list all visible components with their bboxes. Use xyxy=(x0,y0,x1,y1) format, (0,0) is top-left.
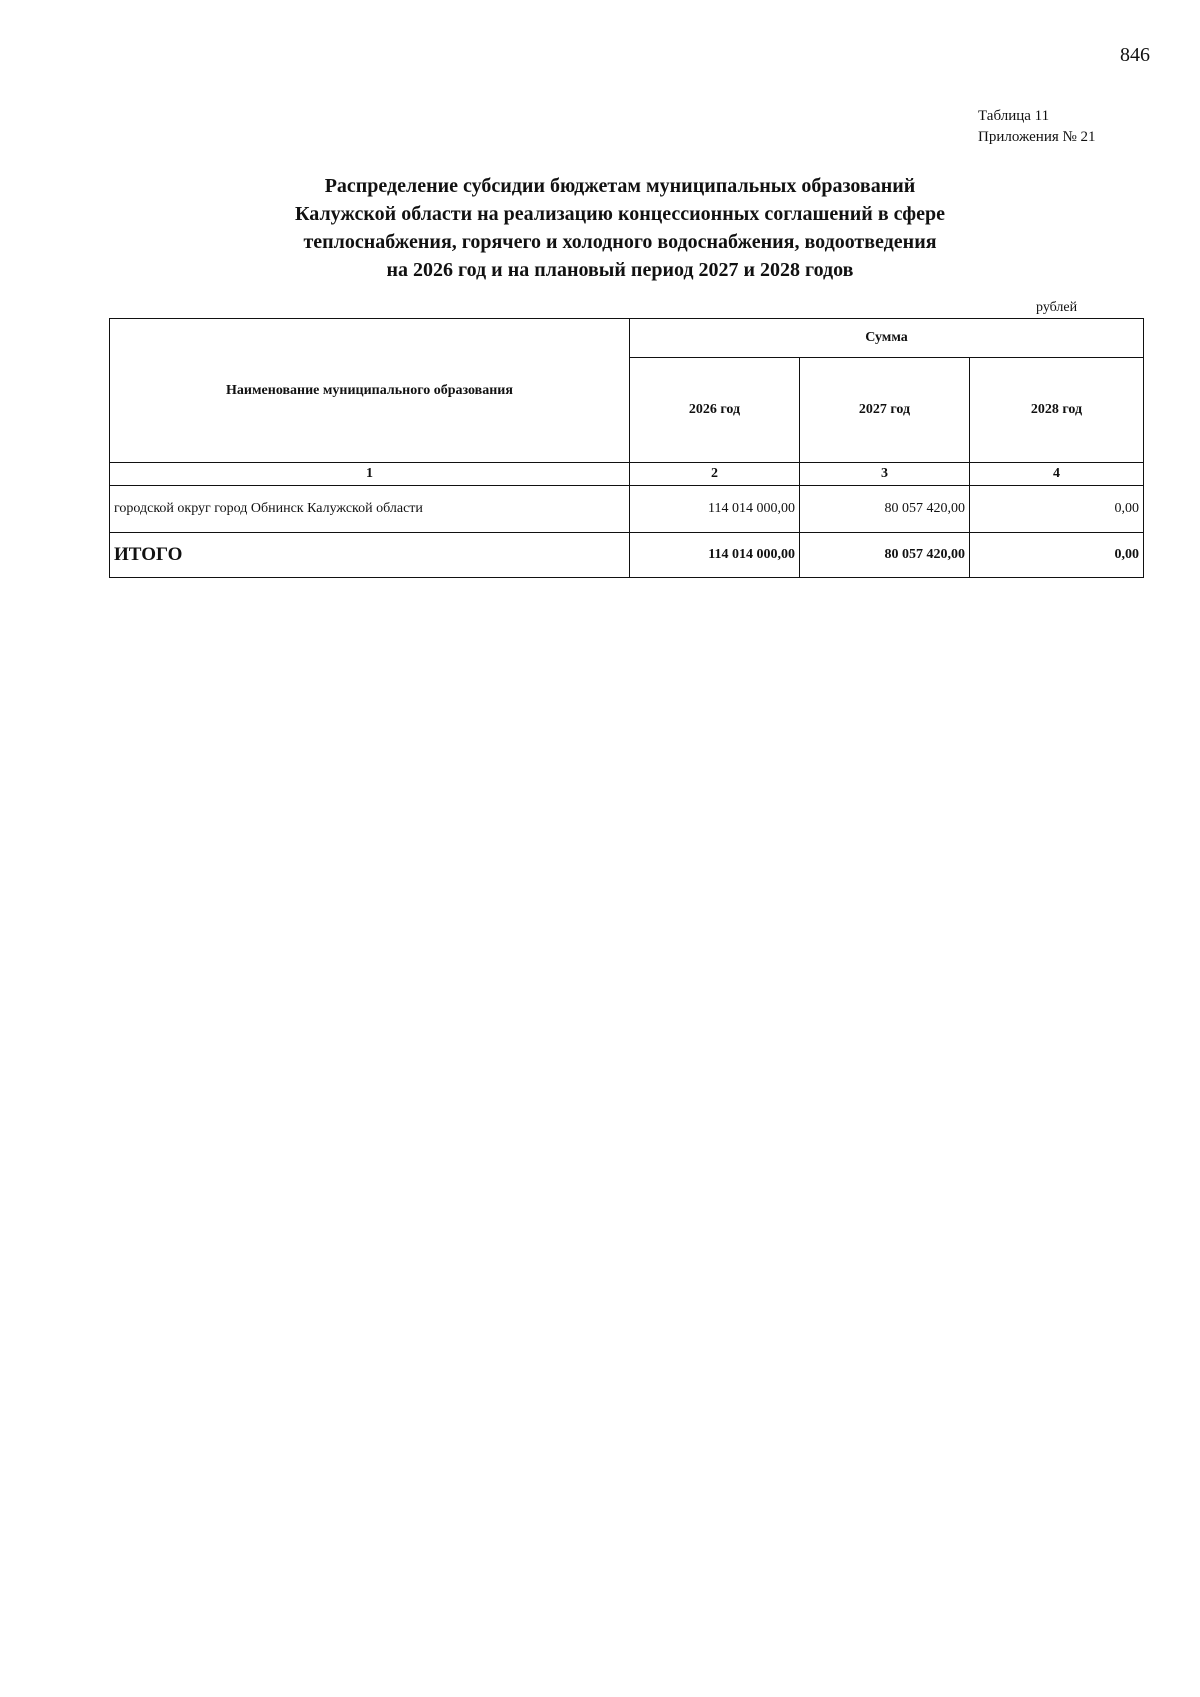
column-number-3: 3 xyxy=(800,463,970,486)
document-title xyxy=(220,172,1020,284)
title-line-2: Калужской области на реализацию концессионных соглашений в сфере xyxy=(295,203,945,225)
value-2028: 0,00 xyxy=(970,486,1144,533)
value-2027: 80 057 420,00 xyxy=(800,486,970,533)
total-2028: 0,00 xyxy=(970,533,1144,578)
column-number-1: 1 xyxy=(110,463,630,486)
page-number: 846 xyxy=(1120,44,1150,66)
total-2026: 114 014 000,00 xyxy=(630,533,800,578)
units-label: рублей xyxy=(1036,300,1078,315)
table-reference-line-2: Приложения № 21 xyxy=(978,129,1096,145)
year-header-2027: 2027 год xyxy=(800,358,970,463)
table-reference xyxy=(978,106,1096,148)
title-line-3: теплоснабжения, горячего и холодного водоснабжения, водоотведения xyxy=(303,231,937,253)
total-row xyxy=(110,533,1144,578)
name-column-header: Наименование муниципального образования xyxy=(110,319,630,463)
table-row xyxy=(110,486,1144,533)
sum-header: Сумма xyxy=(630,319,1144,358)
year-header-2028: 2028 год xyxy=(970,358,1144,463)
title-line-4: на 2026 год и на плановый период 2027 и 2028 годов xyxy=(386,259,854,281)
value-2026: 114 014 000,00 xyxy=(630,486,800,533)
municipality-name: городской округ город Обнинск Калужской области xyxy=(110,486,630,533)
column-number-2: 2 xyxy=(630,463,800,486)
total-2027: 80 057 420,00 xyxy=(800,533,970,578)
column-number-4: 4 xyxy=(970,463,1144,486)
table-reference-line-1: Таблица 11 xyxy=(978,108,1050,124)
title-line-1: Распределение субсидии бюджетам муниципальных образований xyxy=(324,175,916,197)
total-label: ИТОГО xyxy=(110,533,630,578)
year-header-2026: 2026 год xyxy=(630,358,800,463)
header-row-sum xyxy=(110,319,1144,358)
subsidy-table xyxy=(109,318,1144,578)
column-number-row xyxy=(110,463,1144,486)
